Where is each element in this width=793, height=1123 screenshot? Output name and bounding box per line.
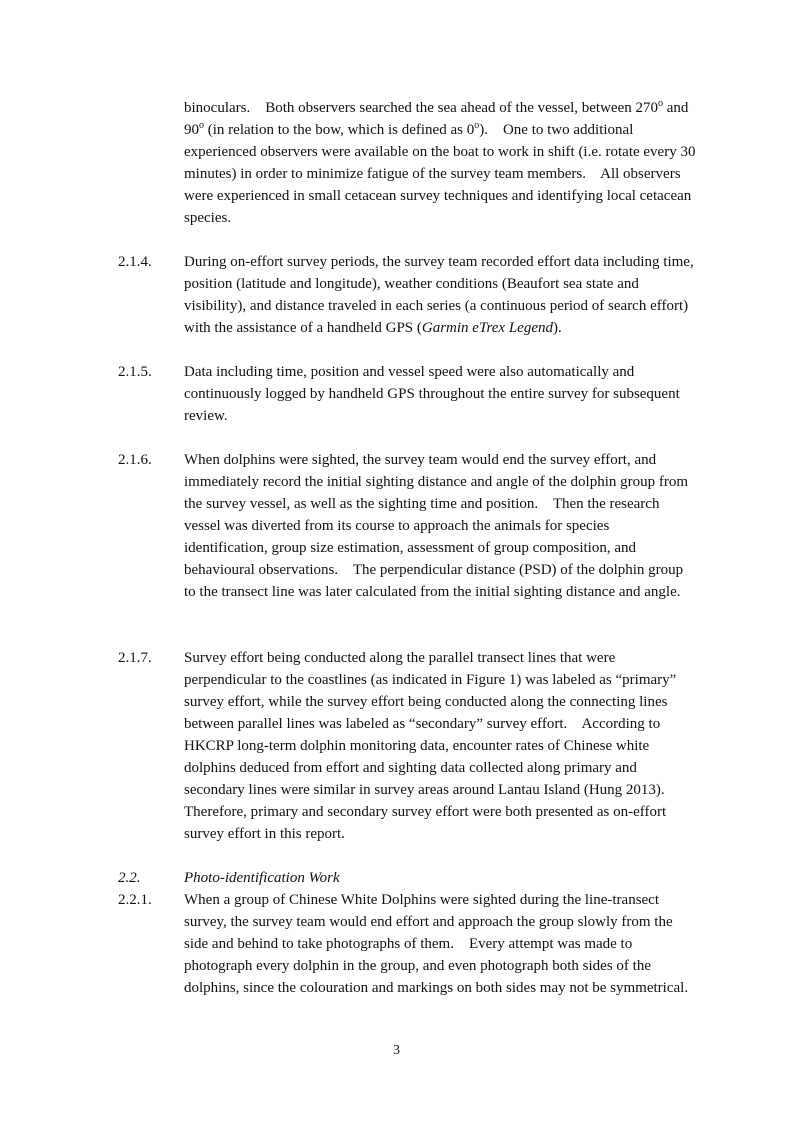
section-text: When a group of Chinese White Dolphins were sighted during the line-transect survey, the survey team would end effort and approach the group slowly from the side and behind to take photographs of them. Every attempt was made to photograph every dolphin in the group, and even photograph both sides of the dolphins, since the colouration and markings on both sides may not be symmetrical. bbox=[184, 892, 689, 996]
intro-text-1: binoculars. Both observers searched the sea ahead of the vessel, between 270 bbox=[184, 100, 659, 116]
section-number: 2.1.5. bbox=[118, 364, 152, 380]
section-text: Data including time, position and vessel speed were also automatically and continuously logged by handheld GPS throughout the entire survey for subsequent review. bbox=[184, 364, 684, 424]
section-text: When dolphins were sighted, the survey team would end the survey effort, and immediately record the initial sighting distance and angle of the dolphin group from the survey vessel, as well as the sighting time and position. Then the research vessel was diverted from its course to approach the animals for species identification, group size estimation, assessment of group composition, and behavioural observations. The perpendicular distance (PSD) of the dolphin group to the transect line was later calculated from the initial sighting distance and angle. bbox=[184, 452, 692, 600]
degree-sup-2: o bbox=[199, 120, 204, 131]
section-number: 2.2.1. bbox=[118, 892, 152, 908]
degree-sup-1: o bbox=[658, 98, 664, 109]
section-text bbox=[184, 251, 696, 339]
section-text: Survey effort being conducted along the parallel transect lines that were perpendicular to the coastlines (as indicated in Figure 1) was labeled as “primary” survey effort, while the survey effort being conducted along the connecting lines between parallel lines was labeled as “secondary” survey effort. According to HKCRP long-term dolphin monitoring data, encounter rates of Chinese white dolphins deduced from effort and sighting data collected along primary and secondary lines were similar in survey areas around Lantau Island (Hung 2013). Therefore, primary and secondary survey effort were both presented as on-effort survey effort in this report. bbox=[184, 650, 681, 842]
section-number: 2.1.7. bbox=[118, 650, 152, 666]
section-number: 2.1.6. bbox=[118, 452, 152, 468]
intro-text-2: and 90 bbox=[184, 100, 693, 138]
intro-text-4: ). One to two additional experienced observers were available on the boat to work in shift (i.e. rotate every 30 minutes) in order to minimize fatigue of the survey team members. All observers were experienced in small cetacean survey techniques and identifying local cetacean species. bbox=[184, 122, 700, 226]
intro-text-3: (in relation to the bow, which is defined as 0 bbox=[204, 122, 475, 138]
section-tail: ). bbox=[552, 320, 562, 336]
gps-model: Garmin eTrex Legend bbox=[421, 320, 553, 336]
intro-paragraph bbox=[184, 97, 700, 229]
section-body: During on-effort survey periods, the survey team recorded effort data including time, position (latitude and longitude), weather conditions (Beaufort sea state and visibility), and distance traveled in each series (a continuous period of search effort) with the assistance of a handheld GPS ( bbox=[184, 254, 698, 336]
section-number: 2.2. bbox=[118, 870, 141, 886]
section-number: 2.1.4. bbox=[118, 254, 152, 270]
page-number: 3 bbox=[393, 1043, 400, 1058]
section-title: Photo-identification Work bbox=[184, 870, 340, 886]
degree-sup-3: o bbox=[474, 120, 480, 131]
